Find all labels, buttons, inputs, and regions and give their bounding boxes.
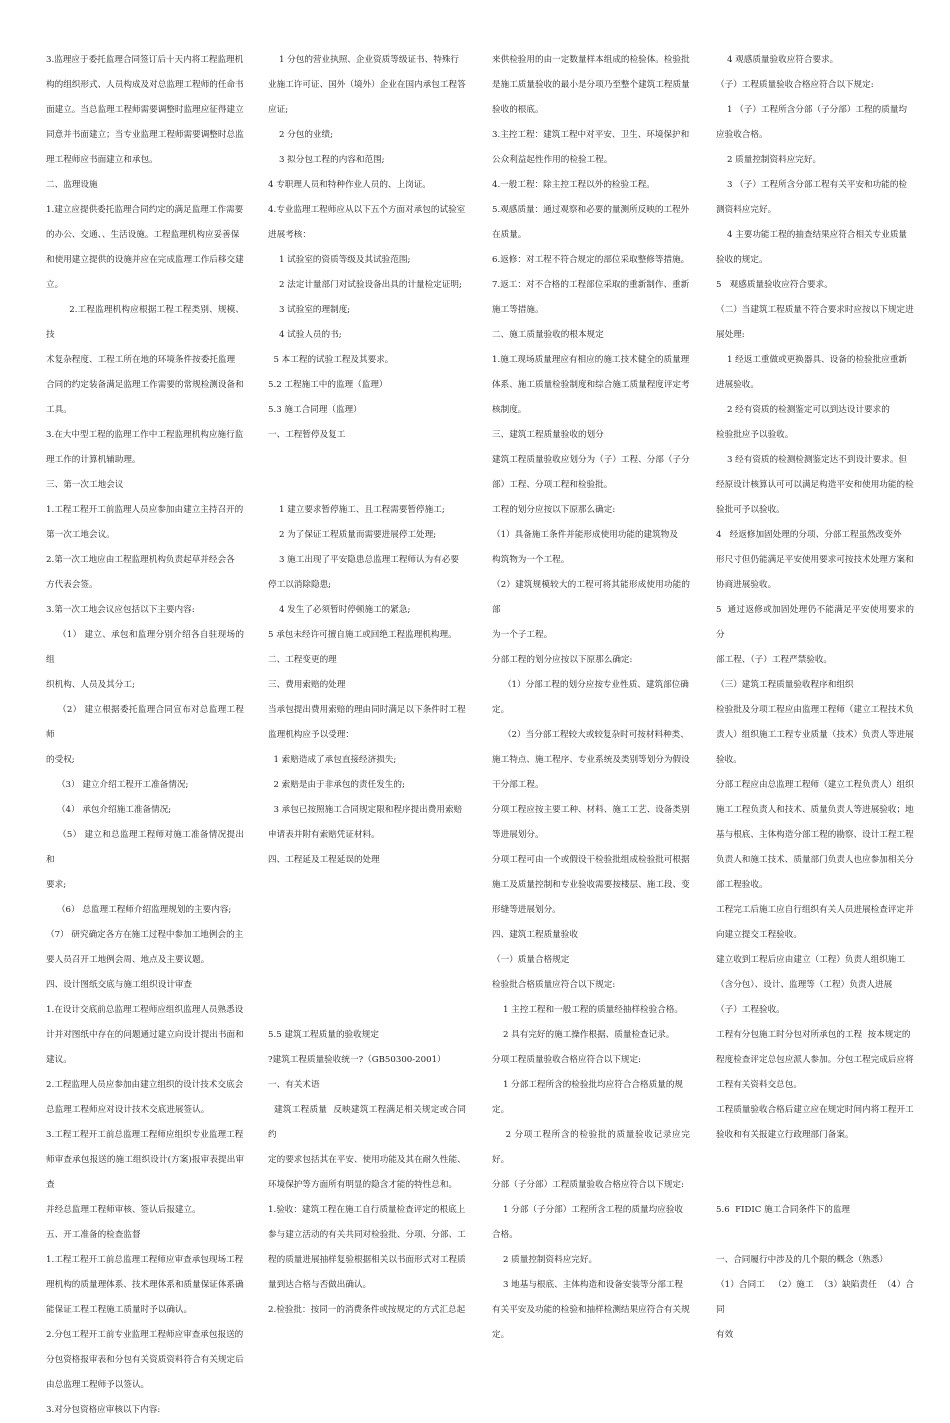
text-line: 干分部工程。 (492, 780, 544, 790)
text-line: 验收的规定。 (716, 255, 768, 265)
text-line: 建筑工程质量验收应划分为（子）工程、分部（子分 (492, 455, 690, 465)
text-line: 5.观感质量：通过观察和必要的量测所反映的工程外 (492, 205, 690, 215)
text-line: （子）工程质量验收合格应符合以下规定: (716, 80, 874, 90)
text-line: 有关平安及功能的检验和抽样检测结果应符合有关规 (492, 1305, 690, 1315)
text-line: 验收和有关报建立行政理部门备案。 (716, 1130, 854, 1140)
text-line: 术复杂程度、工程工所在地的环境条件按委托监理 (46, 355, 236, 365)
text-line: 1.施工现场质量理应有相应的施工技术健全的质量理 (492, 355, 690, 365)
text-line: （一）质量合格规定 (492, 955, 570, 965)
text-line: （含分包）、设计、监理等（工程）负责人进展 (716, 980, 893, 990)
text-line: 四、工程延及工程延误的处理 (268, 855, 380, 865)
text-line: 织机构、人员及其分工; (46, 680, 135, 690)
text-line: 和使用建立提供的设施并应在完成监理工作后移交建 (46, 255, 244, 265)
text-line: 核制度。 (492, 405, 527, 415)
text-line: 3.第一次工地会议应包括以下主要内容: (46, 605, 195, 615)
text-line: 一、合同履行中涉及的几个限的概念（熟悉） (716, 1255, 888, 1265)
text-line: 1 分部工程所含的检验批均应符合合格质量的规 (492, 1080, 684, 1090)
text-line: （7） 研究确定各方在施工过程中参加工地例会的主 (46, 930, 244, 940)
text-line: 总监理工程师应对设计技术交底进展签认。 (46, 1105, 210, 1115)
text-line: 形尺寸但仍能满足平安使用要求可按技术处理方案和 (716, 555, 914, 565)
text-line: 等进展划分。 (492, 830, 544, 840)
text-line: 2 具有完好的施工操作根据、质量检查记录。 (492, 1030, 675, 1040)
text-line: （子）工程验收。 (716, 1005, 785, 1015)
text-line: 4.专业监理工程师应从以下五个方面对承包的试验室 (268, 205, 466, 215)
text-line: 程的质量进展抽样复验根据相关以书面形式对工程质 (268, 1255, 466, 1265)
text-line: 部工程、（子）工程严禁验收。 (716, 655, 833, 665)
text-line: 定。 (492, 705, 510, 715)
text-column-2 (268, 48, 466, 1323)
text-line: （3） 建立介绍工程开工准备情况; (46, 780, 189, 790)
text-line: 4 观感质量验收应符合要求。 (716, 55, 839, 65)
text-line: 2.检验批：按同一的消费条件或按规定的方式汇总起 (268, 1305, 466, 1315)
text-line: 业施工许可证、国外（境外）企业在国内承包工程答 (268, 80, 466, 90)
text-line: （2） 建立根据委托监理合同宣布对总监理工程师 (46, 705, 244, 740)
text-line: （1） 建立、承包和监理分别介绍各自驻现场的组 (46, 630, 244, 665)
text-line: 协商进展验收。 (716, 580, 777, 590)
text-line: 3 经有资质的检测检测鉴定达不到设计要求。但 (716, 455, 908, 465)
text-line: 师审查承包报送的施工组织设计(方案)报审表提出审查 (46, 1155, 244, 1190)
text-line: 测资料应完好。 (716, 205, 777, 215)
text-line: 施工特点、施工程序、专业系统及类别等划分为假设 (492, 755, 690, 765)
text-line: 立。 (46, 280, 64, 290)
text-line: 三、费用索赔的处理 (268, 680, 346, 690)
text-line: 定。 (492, 1330, 510, 1340)
text-line: 部）工程、分项工程和检验批。 (492, 480, 613, 490)
text-line: 1 试验室的资质等级及其试验范围; (268, 255, 411, 265)
text-line: 构筑物为一个工程。 (492, 555, 570, 565)
text-line: （1）具备施工条件并能形成使用功能的建筑物及 (492, 530, 678, 540)
text-line: 2 质量控制资料应完好。 (716, 155, 822, 165)
text-line: 4.一般工程：除主控工程以外的检验工程。 (492, 180, 655, 190)
text-line: 负责人和施工技术、质量部门负责人也应参加相关分 (716, 855, 914, 865)
text-line: 的受权; (46, 755, 75, 765)
text-line: 1 建立要求暂停施工、且工程需要暂停施工; (268, 505, 445, 515)
text-line: 工具。 (46, 405, 72, 415)
text-line: 基与根底、主体构造分部工程的勘察、设计工程工程 (716, 830, 914, 840)
text-line: 建立收到工程后应由建立（工程）负责人组织施工 (716, 955, 906, 965)
text-line: 申请表并附有索赔凭证材料。 (268, 830, 380, 840)
text-line: 停工以消除隐患; (268, 580, 332, 590)
text-line: 分项工程质量验收合格应符合以下规定: (492, 1055, 641, 1065)
text-line: 1.验收：建筑工程在施工自行质量检查评定的根底上 (268, 1205, 466, 1215)
text-line: 工程有分包施工时分包对所承包的工程 按本规定的 (716, 1030, 911, 1040)
text-line: 并经总监理工程师审核、签认后报建立。 (46, 1205, 201, 1215)
text-line: 为一个子工程。 (492, 630, 553, 640)
text-line: 分部工程应由总监理工程师（建立工程负责人）组织 (716, 780, 914, 790)
text-line: 三、第一次工地会议 (46, 480, 124, 490)
text-line: 3 施工出现了平安隐患总监理工程师认为有必要 (268, 555, 460, 565)
text-line: 1 主控工程和一般工程的质量经抽样检验合格。 (492, 1005, 684, 1015)
text-line: 4 试验人员的书; (268, 330, 342, 340)
text-line: 分部工程的划分应按以下原那么确定: (492, 655, 633, 665)
text-line: 验收。 (716, 755, 742, 765)
text-line: （1）分部工程的划分应按专业性质、建筑部位确 (492, 680, 689, 690)
text-line: 计并对图纸中存在的问题通过建立向设计提出书面和 (46, 1030, 244, 1040)
text-line: 7.返工：对不合格的工程部位采取的重新制作、重新 (492, 280, 690, 290)
text-line: 2.工程监理人员应参加由建立组织的设计技术交底会 (46, 1080, 244, 1090)
text-line: 四、建筑工程质量验收 (492, 930, 578, 940)
text-line: 理工程师应书面建立和承包。 (46, 155, 158, 165)
text-line: 3 试验室的理制度; (268, 305, 351, 315)
text-line: 建议。 (46, 1055, 72, 1065)
text-line: 验收的根底。 (492, 105, 544, 115)
text-line: 3.主控工程：建筑工程中对平安、卫生、环境保护和 (492, 130, 690, 140)
text-line: 1 经返工重做或更换器具、设备的检验批应重新 (716, 355, 908, 365)
text-line: 工程有关资料交总包。 (716, 1080, 802, 1090)
text-line: 5 观感质量验收应符合要求。 (716, 280, 833, 290)
text-line: 二、工程变更的理 (268, 655, 337, 665)
text-line: （4） 承包介绍施工准备情况; (46, 805, 172, 815)
text-line: 验批可予以验收。 (716, 505, 785, 515)
text-line: 合同的约定装备满足监理工作需要的常规检测设备和 (46, 380, 244, 390)
text-line: 进展考核： (268, 230, 311, 240)
text-line: 2.分包工程开工前专业监理工程师应审查承包报送的 (46, 1330, 244, 1340)
text-line: 5 承包未经许可擅自施工或回绝工程监理机构理。 (268, 630, 457, 640)
text-line: 监理机构应予以受理： (268, 730, 354, 740)
text-line: 3 地基与根底、主体构造和设备安装等分部工程 (492, 1280, 684, 1290)
text-line (268, 998, 466, 1023)
text-line (268, 898, 466, 923)
text-line (268, 448, 466, 473)
text-line: 的办公、交通、、生活设施。工程监理机构应妥善保 (46, 230, 240, 240)
text-line: 2 索赔是由于非承包的责任发生的; (268, 780, 405, 790)
text-line: 5 通过返修或加固处理仍不能满足平安使用要求的分 (716, 605, 914, 640)
text-line: 向建立提交工程验收。 (716, 930, 802, 940)
text-line (716, 1173, 914, 1198)
text-line: 同意并书面建立；当专业监理工程师需要调整时总监 (46, 130, 244, 140)
text-line: 理机构的质量理体系、技术理体系和质量保证体系确 (46, 1280, 244, 1290)
text-line: （2）建筑规模较大的工程可将其能形成使用功能的部 (492, 580, 690, 615)
text-line: 4 经返修加固处理的分项、分部工程虽然改变外 (716, 530, 902, 540)
text-line: 检验批及分项工程应由监理工程师（建立工程技术负 (716, 705, 914, 715)
text-line: 经原设计核算认可可以满足构造平安和使用功能的检 (716, 480, 914, 490)
text-line: ?建筑工程质量验收统一?（GB50300-2001） (268, 1055, 446, 1065)
text-line: 3.对分包资格应审核以下内容: (46, 1405, 161, 1415)
text-line: 1.工程工程开工前总监理工程师应审查承包现场工程 (46, 1255, 244, 1265)
text-line: 来供检验用的由一定数量样本组成的检验体。检验批 (492, 55, 690, 65)
text-line: 要求; (46, 880, 67, 890)
text-line: 在质量。 (492, 230, 527, 240)
text-line: 建筑工程质量 反映建筑工程满足相关规定或合同约 (268, 1105, 466, 1140)
text-line: 1 （子）工程所含分部（子分部）工程的质量均 (716, 105, 908, 115)
text-line: （三）建筑工程质量验收程序和组织 (716, 680, 854, 690)
text-line: 责人）组织施工工程专业质量（技术）负责人等进展 (716, 730, 914, 740)
text-line: 2 质量控制资料应完好。 (492, 1255, 598, 1265)
text-line: 6.返修：对工程不符合规定的部位采取整修等措施。 (492, 255, 690, 265)
text-line: 4 专职理人员和特种作业人员的、上岗证。 (268, 180, 431, 190)
text-line: 分部（子分部）工程质量验收合格应符合以下规定: (492, 1180, 684, 1190)
text-line: 一、工程暂停及复工 (268, 430, 346, 440)
text-line (268, 923, 466, 948)
text-line: 工程完工后施工应自行组织有关人员进展检查评定并 (716, 905, 914, 915)
text-line: 4 主要功能工程的抽查结果应符合相关专业质量 (716, 230, 908, 240)
text-line (268, 948, 466, 973)
text-line: 分项工程应按主要工种、材料、施工工艺、设备类别 (492, 805, 690, 815)
text-line: 有效 (716, 1330, 734, 1340)
text-line: 2.工程监理机构应根据工程工程类别、规模、技 (46, 305, 244, 340)
text-line: 工程质量验收合格后建立应在规定时间内将工程开工 (716, 1105, 914, 1115)
text-line: 1.工程工程开工前监理人员应参加由建立主持召开的 (46, 505, 244, 515)
text-line: 3.工程工程开工前总监理工程师应组织专业监理工程 (46, 1130, 244, 1140)
text-line: 量到达合格与否做出确认。 (268, 1280, 372, 1290)
text-line: 1.建立应提供委托监理合同约定的满足监理工作需要 (46, 205, 244, 215)
text-line: 二、监理设施 (46, 180, 98, 190)
text-line: 2 经有资质的检测鉴定可以到达设计要求的 (716, 405, 890, 415)
text-line: 参与建立活动的有关共同对检验批、分项、分部、工 (268, 1230, 466, 1240)
text-line: 检验批合格质量应符合以下规定: (492, 980, 616, 990)
text-line: 5.5 建筑工程质量的验收规定 (268, 1030, 379, 1040)
text-column-4 (716, 48, 914, 1348)
text-line: 分项工程可由一个或假设干检验批组成检验批可根据 (492, 855, 690, 865)
text-line: 5 本工程的试验工程及其要求。 (268, 355, 394, 365)
text-line (268, 873, 466, 898)
text-line: 3 承包已按照施工合同规定限和程序提出费用索赔 (268, 805, 463, 815)
text-line: 五、开工准备的检查监督 (46, 1230, 141, 1240)
text-line: 3 （子）工程所含分部工程有关平安和功能的检 (716, 180, 908, 190)
text-line: 分包资格报审表和分包有关资质资料符合有关规定后 (46, 1355, 244, 1365)
text-line: 1.在设计交底前总监理工程师应组织监理人员熟悉设 (46, 1005, 244, 1015)
text-line: 面建立。当总监理工程师需要调整时监理应征得建立 (46, 105, 244, 115)
text-line: 公众利益起性作用的检验工程。 (492, 155, 613, 165)
text-line (716, 1223, 914, 1248)
text-line: 2 为了保证工程质量而需要进展停工处理; (268, 530, 437, 540)
text-line (268, 973, 466, 998)
text-line: 定。 (492, 1105, 510, 1115)
text-line: 由总监理工程师予以签认。 (46, 1380, 150, 1390)
text-line: 施工工程负责人和技术、质量负责人等进展验收；地 (716, 805, 914, 815)
text-line: 施工等措施。 (492, 305, 544, 315)
text-line: （2）当分部工程较大或较复杂时可按材料种类、 (492, 730, 689, 740)
text-line: 能保证工程工程施工质量时予以确认。 (46, 1305, 193, 1315)
text-line: 5.6 FIDIC 施工合同条件下的监理 (716, 1205, 851, 1215)
text-line: 1 索赔造成了承包直接经济损失; (268, 755, 397, 765)
text-line (716, 1148, 914, 1173)
text-line: 部工程验收。 (716, 880, 768, 890)
text-line: 施工及质量控制和专业验收需要按楼层、施工段、变 (492, 880, 690, 890)
text-line: 应证; (268, 105, 289, 115)
text-column-1 (46, 48, 244, 1423)
text-line: 程度检查评定总包应派人参加。分包工程完成后应将 (716, 1055, 914, 1065)
text-line: 检验批应予以验收。 (716, 430, 794, 440)
text-line: 二、施工质量验收的根本规定 (492, 330, 604, 340)
text-line: 方代表会签。 (46, 580, 98, 590)
text-line: 是施工质量验收的最小是分项乃至整个建筑工程质量 (492, 80, 690, 90)
text-line: 当承包提出费用索赔的理由同时满足以下条件时工程 (268, 705, 466, 715)
text-line: （1）合同工 （2）施工 （3）缺陷责任 （4）合同 (716, 1280, 914, 1315)
text-line: 3.监理应于委托监理合同签订后十天内将工程监理机 (46, 55, 244, 65)
text-line: 3 拟分包工程的内容和范围; (268, 155, 385, 165)
text-line: 合格。 (492, 1230, 518, 1240)
text-line: 展处理: (716, 330, 745, 340)
text-line: 要人员召开工地例会周、地点及主要议题。 (46, 955, 210, 965)
text-line: 体系、施工质量检验制度和综合施工质量程度评定考 (492, 380, 690, 390)
text-line: （6） 总监理工程师介绍监理规划的主要内容; (46, 905, 232, 915)
text-line: 4 发生了必须暂时停顿施工的紧急; (268, 605, 411, 615)
text-line: （二）当建筑工程质量不符合要求时应按以下规定进 (716, 305, 914, 315)
text-line: 5.3 施工合同理（监理） (268, 405, 362, 415)
text-column-3 (492, 48, 690, 1348)
text-line: 构的组织形式、人员构成及对总监理工程师的任命书 (46, 80, 244, 90)
text-line: 2 法定计量部门对试验设备出具的计量检定证明; (268, 280, 462, 290)
text-line: 应验收合格。 (716, 130, 768, 140)
text-line: 2.第一次工地应由工程监理机构负责起草并经会各 (46, 555, 235, 565)
text-line: 四、设计图纸交底与施工组织设计审查 (46, 980, 193, 990)
text-line: 环境保护等方面所有明显的隐含才能的特性总和。 (268, 1180, 458, 1190)
text-line: 1 分部（子分部）工程所含工程的质量均应验收 (492, 1205, 684, 1215)
text-line: 三、建筑工程质量验收的划分 (492, 430, 604, 440)
text-line: 工程的划分应按以下原那么确定: (492, 505, 616, 515)
text-line (268, 473, 466, 498)
text-line: 形缝等进展划分。 (492, 905, 561, 915)
text-line: 一、有关术语 (268, 1080, 320, 1090)
text-line: 2 分包的业绩; (268, 130, 334, 140)
text-line: 2 分项工程所含的检验批的质量验收记录应完好。 (492, 1130, 690, 1165)
text-line: 定的要求包括其在平安、使用功能及其在耐久性能、 (268, 1155, 466, 1165)
text-line: 理工作的计算机辅助理。 (46, 455, 141, 465)
text-line: 5.2 工程施工中的监理（监理） (268, 380, 388, 390)
text-line: 1 分包的营业执照、企业资质等级证书、特殊行 (268, 55, 460, 65)
text-line: 3.在大中型工程的监理工作中工程监理机构应施行监 (46, 430, 244, 440)
text-line: （5） 建立和总监理工程师对施工准备情况提出和 (46, 830, 244, 865)
text-line: 进展验收。 (716, 380, 759, 390)
text-line: 第一次工地会议。 (46, 530, 115, 540)
